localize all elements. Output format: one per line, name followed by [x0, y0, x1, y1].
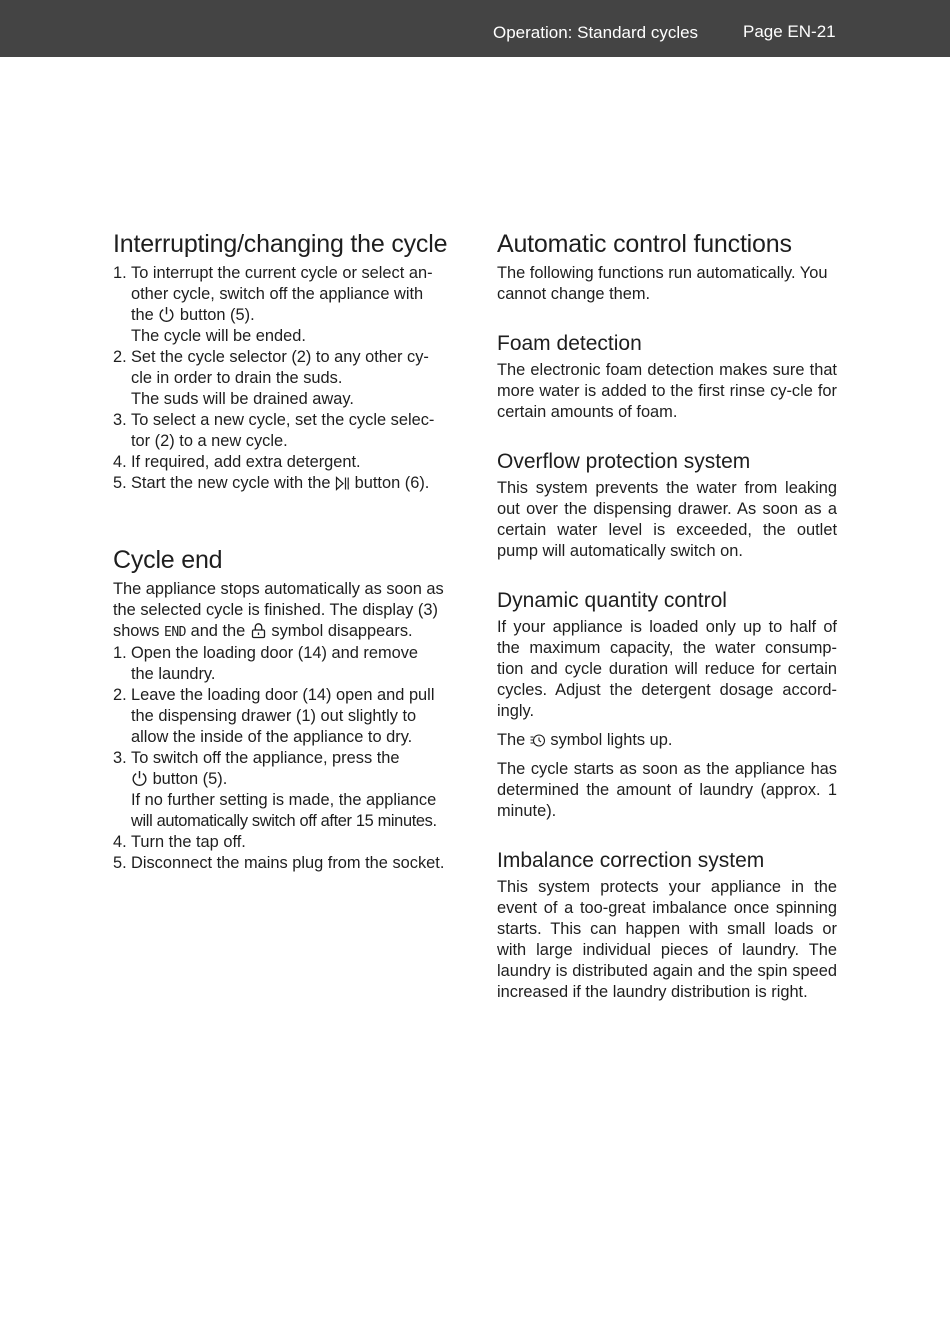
automatic-heading: Automatic control functions [497, 230, 792, 258]
cycle-end-steps [113, 643, 453, 874]
header-page-number: Page EN-21 [743, 22, 836, 41]
start-pause-icon [335, 476, 350, 491]
overflow-body: This system prevents the water from leaking out over the dispensing drawer. As soon as a certain water level is exceeded, the outlet pump will automatically switch on. [497, 479, 837, 560]
interrupt-steps [113, 263, 453, 494]
list-item: 5. Start the new cycle with the button (6). [113, 474, 430, 492]
list-item: 4. If required, add extra detergent. [113, 453, 361, 471]
display-end-text: END [164, 625, 187, 640]
overflow-heading: Overflow protection system [497, 450, 751, 473]
header-section-title: Operation: Standard cycles [493, 23, 699, 42]
list-item: 4. Turn the tap off. [113, 833, 246, 851]
door-lock-icon [250, 622, 267, 639]
automatic-intro: The following functions run automatically. You cannot change them. [497, 264, 828, 303]
dynamic-quantity-icon [530, 732, 546, 748]
foam-body: The electronic foam detection makes sure that more water is added to the first rinse cy-cle for certain amounts of foam. [497, 361, 837, 421]
foam-heading: Foam detection [497, 332, 642, 355]
page-header [0, 0, 950, 57]
dynamic-heading: Dynamic quantity control [497, 589, 727, 612]
right-column [497, 228, 837, 1003]
list-item: 3. To select a new cycle, set the cycle selec- tor (2) to a new cycle. [113, 411, 435, 450]
interrupt-heading: Interrupting/changing the cycle [113, 230, 448, 258]
list-item: 1. Open the loading door (14) and remove the laundry. [113, 644, 419, 683]
dynamic-body-2: The cycle starts as soon as the appliance has determined the amount of laundry (approx. 1 minute). [497, 760, 837, 820]
list-item: 5. Disconnect the mains plug from the socket. [113, 854, 445, 872]
list-item: 1. To interrupt the current cycle or select an- other cycle, switch off the appliance with the button (5). The cycle will be ended. [113, 264, 433, 345]
left-column [113, 228, 453, 874]
dynamic-symbol-note: The symbol lights up. [497, 731, 673, 749]
list-item: 2. Leave the loading door (14) open and pull the dispensing drawer (1) out slightly to allow the inside of the appliance to dry. [113, 686, 435, 746]
cycle-end-heading: Cycle end [113, 546, 223, 574]
power-icon [158, 306, 175, 323]
list-item: 2. Set the cycle selector (2) to any other cy- cle in order to drain the suds. The suds will be drained away. [113, 348, 429, 408]
imbalance-body: This system protects your appliance in the event of a too-great imbalance once spinning starts. This can happen with small loads or with large individual pieces of laundry. The laundry is distributed again and the spin speed increased if the laundry distribution is right. [497, 878, 837, 1001]
list-item: 3. To switch off the appliance, press the button (5). If no further setting is made, the appliance will automatically switch off after 15 minutes. [113, 749, 437, 830]
power-icon [131, 770, 148, 787]
dynamic-body: If your appliance is loaded only up to half of the maximum capacity, the water consump-tion and cycle duration will reduce for certain cycles. Adjust the detergent dosage accord-ingly. [497, 618, 837, 720]
cycle-end-intro: The appliance stops automatically as soon as the selected cycle is finished. The display (3) shows END and the symbol disappears. [113, 580, 444, 640]
imbalance-heading: Imbalance correction system [497, 849, 765, 872]
